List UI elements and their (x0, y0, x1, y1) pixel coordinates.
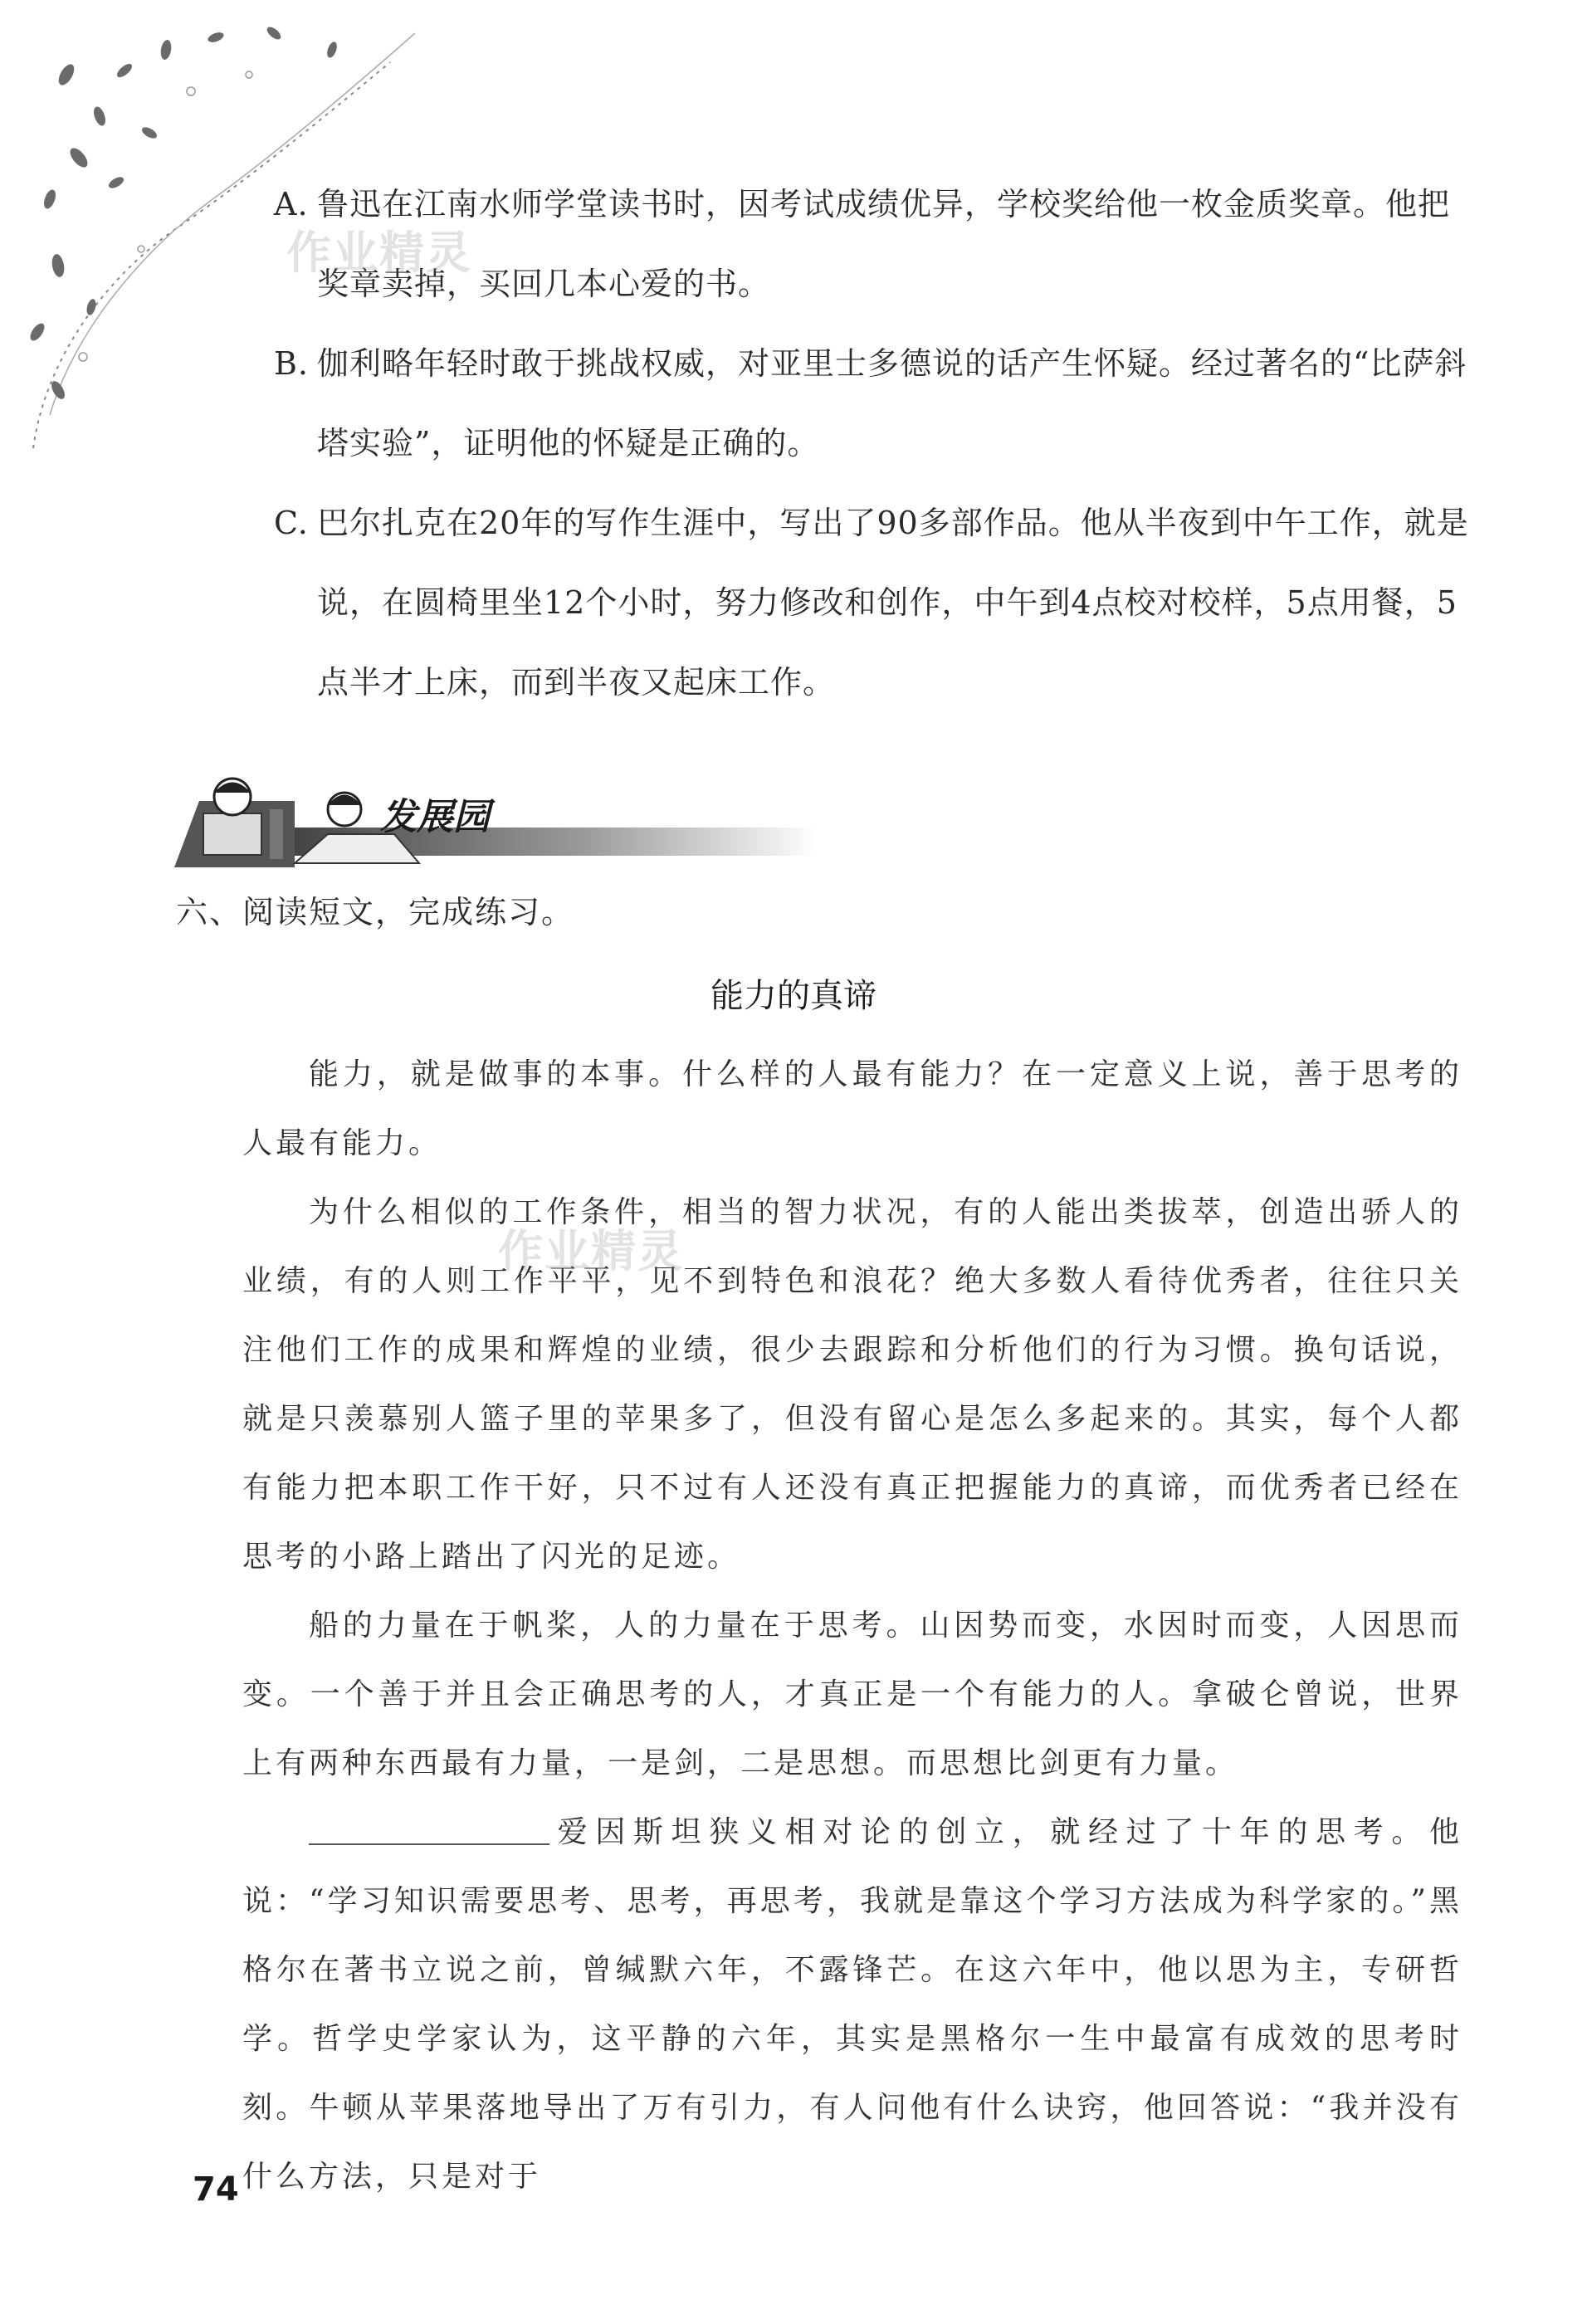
paragraph (242, 1798, 1462, 2211)
option-text: 鲁迅在江南水师学堂读书时，因考试成绩优异，学校奖给他一枚金质奖章。他把奖章卖掉，买回几本心爱的书。 (317, 186, 1451, 302)
paragraph: 船的力量在于帆桨，人的力量在于思考。山因势而变，水因时而变，人因思而变。一个善于并且会正确思考的人，才真正是一个有能力的人。拿破仑曾说，世界上有两种东西最有力量，一是剑，二是思想。而思想比剑更有力量。 (242, 1609, 1462, 1780)
section-banner-title: 发展园 (380, 796, 490, 838)
section-banner-illustration (170, 768, 818, 876)
option-text: 伽利略年轻时敢于挑战权威，对亚里士多德说的话产生怀疑。经过著名的“比萨斜塔实验”，证明他的怀疑是正确的。 (317, 345, 1467, 461)
watermark: 作业精灵 (286, 227, 472, 279)
option-label: B. (274, 345, 310, 382)
option-label: C. (274, 505, 309, 541)
article-body (242, 1040, 1462, 2211)
page-number: 74 (193, 2170, 239, 2209)
option-b (274, 324, 1469, 483)
article-title: 能力的真谛 (710, 977, 877, 1015)
option-c (274, 483, 1469, 722)
option-label: A. (274, 186, 309, 222)
paragraph: 为什么相似的工作条件，相当的智力状况，有的人能出类拔萃，创造出骄人的业绩，有的人则工作平平，见不到特色和浪花？绝大多数人看待优秀者，往往只关注他们工作的成果和辉煌的业绩，很少去跟踪和分析他们的行为习惯。换句话说，就是只羡慕别人篮子里的苹果多了，但没有留心是怎么多起来的。其实，每个人都有能力把本职工作干好，只不过有人还没有真正把握能力的真谛，而优秀者已经在思考的小路上踏出了闪光的足迹。 (242, 1195, 1462, 1574)
paragraph-text: 爱因斯坦狭义相对论的创立，就经过了十年的思考。他说：“学习知识需要思考、思考，再思考，我就是靠这个学习方法成为科学家的。”黑格尔在著书立说之前，曾缄默六年，不露锋芒。在这六年中，他以思为主，专研哲学。哲学史学家认为，这平静的六年，其实是黑格尔一生中最富有成效的思考时刻。牛顿从苹果落地导出了万有引力，有人问他有什么诀窍，他回答说：“我并没有什么方法，只是对于 (242, 1815, 1462, 2194)
option-text: 巴尔扎克在20年的写作生涯中，写出了90多部作品。他从半夜到中午工作，就是说，在圆椅里坐12个小时，努力修改和创作，中午到4点校对校样，5点用餐，5点半才上床，而到半夜又起床工作。 (317, 505, 1469, 701)
fill-in-blank[interactable] (309, 1805, 549, 1845)
paragraph: 能力，就是做事的本事。什么样的人最有能力？在一定意义上说，善于思考的人最有能力。 (242, 1057, 1462, 1160)
exercise-heading: 六、阅读短文，完成练习。 (176, 894, 575, 930)
watermark: 作业精灵 (498, 1225, 684, 1277)
